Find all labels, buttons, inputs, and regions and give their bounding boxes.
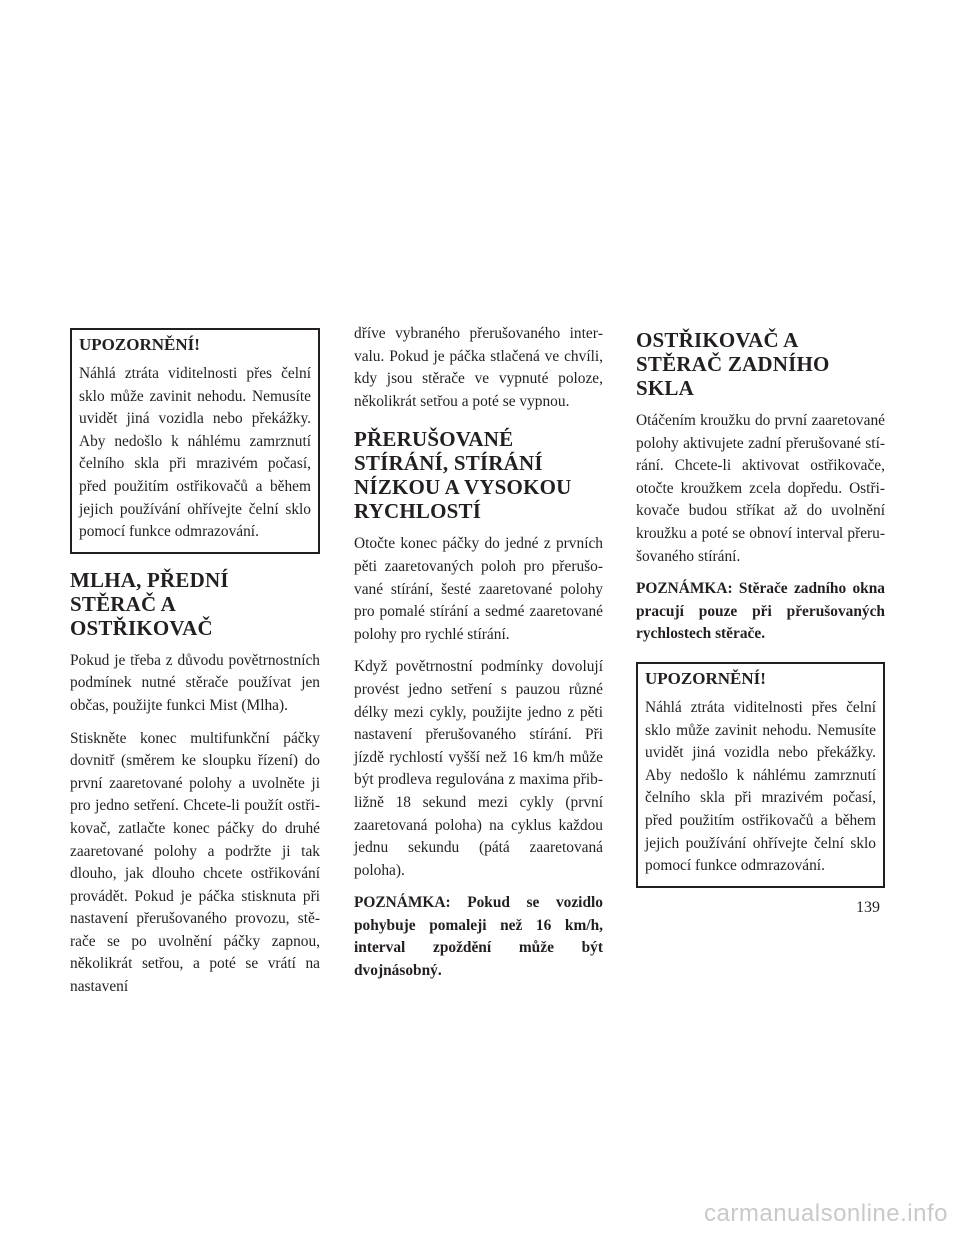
paragraph: Otáčením kroužku do první zaaretované polohy aktivujete zadní přerušované stírání. Chcete-li aktivovat ostřikovače, otočte kroužkem zcela dopředu. Ostřikovače budou stříkat až do uvolnění kroužku a poté se obnoví interval přerušovaného stírání. — [636, 412, 885, 565]
warning-title: UPOZORNĚNÍ! — [79, 335, 200, 354]
note: POZNÁMKA: Stěrače zadního okna pracují pouze při přerušovaných rychlostech stěrače. — [636, 580, 885, 643]
column-middle — [354, 323, 603, 993]
warning-title: UPOZORNĚNÍ! — [645, 668, 766, 688]
section-heading-mist: MLHA, PŘEDNÍ STĚRAČ A OSTŘIKOVAČ — [70, 567, 229, 640]
section-heading-rear-wiper: OSTŘIKOVAČ A STĚRAČ ZADNÍHO SKLA — [636, 328, 830, 400]
paragraph: Pokud je třeba z důvodu povětrnostních podmínek nutné stěrače používat jen občas, použijte funkci Mist (Mlha). — [70, 651, 320, 714]
warning-text: Náhlá ztráta viditelnosti přes čelní sklo může zavinit nehodu. Nemusíte uvidět jiná vozidla nebo překážky. Aby nedošlo k náhlému zamrznutí čelního skla při mrazivém počasí, před použitím ostřikovačů a během jejich používání ohřívejte čelní sklo pomocí funkce odmrazování. — [645, 698, 876, 875]
paragraph: Stiskněte konec multifunkční páčky dovnitř (směrem ke sloupku řízení) do první zaaretované polohy a uvolněte ji pro jedno setření. Chcete-li použít ostřikovač, zatlačte konec páčky do druhé zaaretované polohy a podržte ji tak dlouho, jak dlouho chcete ostřikování provádět. Pokud je páčka stisknuta při nastavení přerušovaného provozu, stěrače se po uvolnění páčky zapnou, několikrát setřou, a poté se vrátí na nastavení — [70, 729, 320, 996]
warning-box — [70, 328, 320, 554]
paragraph: Když povětrnostní podmínky dovolují provést jedno setření s pauzou různé délky mezi cykly, použijte jedno z pěti nastavení přerušovaného stírání. Při jízdě rychlostí vyšší než 16 km/h může být prodleva regulována z maxima přibližně 18 sekund mezi cykly (první zaaretovaná poloha) na cyklus každou jednu sekundu (pátá zaaretovaná poloha). — [354, 658, 603, 879]
column-left — [70, 328, 320, 1009]
column-right — [636, 328, 885, 888]
page-number: 139 — [856, 899, 880, 916]
watermark: carmanualsonline.info — [704, 1200, 948, 1227]
section-heading-intermittent: PŘERUŠOVANÉ STÍRÁNÍ, STÍRÁNÍ NÍZKOU A VYSOKOU RYCHLOSTÍ — [354, 427, 572, 524]
paragraph: Otočte konec páčky do jedné z prvních pěti zaaretovaných poloh pro přerušované stírání, šesté zaaretované polohy pro pomalé stírání a sedmé zaaretované polohy pro rychlé stírání. — [354, 535, 603, 643]
warning-text: Náhlá ztráta viditelnosti přes čelní sklo může zavinit nehodu. Nemusíte uvidět jiná vozidla nebo překážky. Aby nedošlo k náhlému zamrznutí čelního skla při mrazivém počasí, před použitím ostřikovačů a během jejich používání ohřívejte čelní sklo pomocí funkce odmrazování. — [79, 365, 311, 541]
note: POZNÁMKA: Pokud se vozidlo pohybuje pomaleji než 16 km/h, interval zpoždění může být dvojnásobný. — [354, 894, 603, 980]
warning-box — [636, 662, 885, 888]
paragraph: dříve vybraného přerušovaného intervalu. Pokud je páčka stlačená ve chvíli, kdy jsou stěrače ve vypnuté poloze, několikrát setřou a poté se vypnou. — [354, 325, 603, 410]
